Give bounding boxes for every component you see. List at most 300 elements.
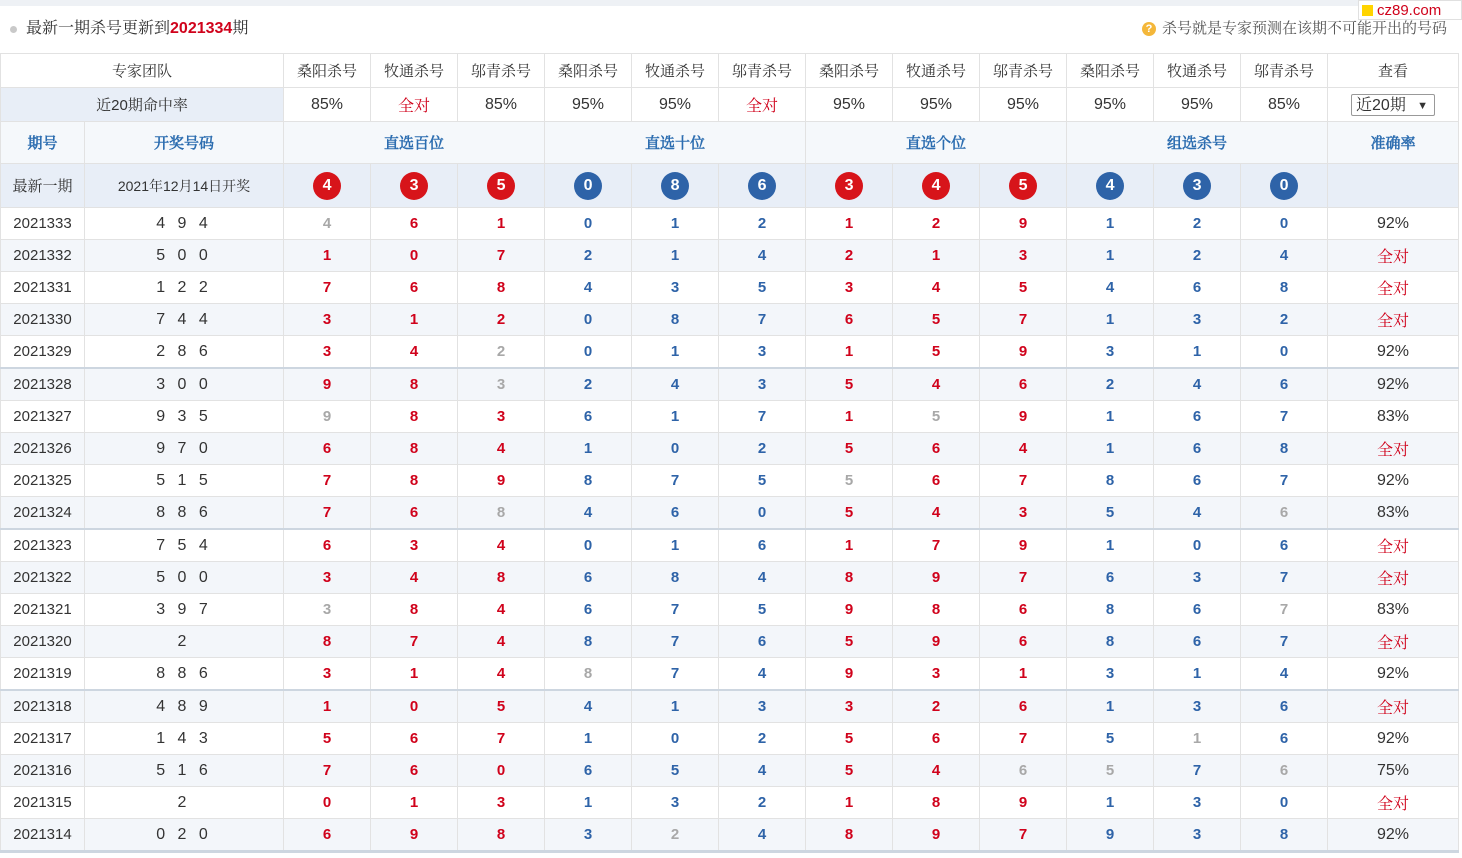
kill-number-cell: 1 <box>371 304 458 336</box>
draw-number-cell: 5 0 0 <box>85 562 284 594</box>
kill-ball: 3 <box>400 172 428 200</box>
expert-name: 邬青杀号 <box>458 54 545 88</box>
expert-name: 桑阳杀号 <box>806 54 893 88</box>
period-cell: 2021327 <box>1 401 85 433</box>
latest-issue-row <box>1 164 1459 208</box>
draw-number-cell: 4 9 4 <box>85 208 284 240</box>
kill-number-cell: 6 <box>719 529 806 562</box>
kill-number-cell: 4 <box>719 562 806 594</box>
kill-number-cell: 5 <box>806 368 893 401</box>
kill-number-cell: 6 <box>284 819 371 852</box>
kill-number-cell: 9 <box>893 626 980 658</box>
accuracy-cell: 75% <box>1328 755 1459 787</box>
kill-number-cell: 0 <box>545 208 632 240</box>
kill-number-cell: 4 <box>458 658 545 691</box>
kill-number-cell: 9 <box>893 562 980 594</box>
period-cell: 2021333 <box>1 208 85 240</box>
kill-number-cell: 9 <box>893 819 980 852</box>
kill-number-cell: 7 <box>980 304 1067 336</box>
kill-number-cell: 3 <box>1154 819 1241 852</box>
kill-number-cell: 8 <box>1067 465 1154 497</box>
period-cell: 2021326 <box>1 433 85 465</box>
expert-name: 牧通杀号 <box>371 54 458 88</box>
draw-number-cell: 2 <box>85 626 284 658</box>
kill-number-cell: 7 <box>371 626 458 658</box>
kill-ball: 5 <box>1009 172 1037 200</box>
kill-number-cell: 8 <box>371 594 458 626</box>
kill-number-cell: 1 <box>284 240 371 272</box>
kill-number-cell: 3 <box>1154 304 1241 336</box>
kill-ball: 0 <box>574 172 602 200</box>
hit-rate-cell: 95% <box>632 88 719 122</box>
kill-number-cell: 4 <box>284 208 371 240</box>
kill-number-cell: 8 <box>893 787 980 819</box>
kill-number-cell: 1 <box>632 401 719 433</box>
period-range-cell <box>1328 88 1459 122</box>
group-header: 组选杀号 <box>1067 122 1328 164</box>
table-row <box>1 465 1459 497</box>
accuracy-cell: 全对 <box>1328 562 1459 594</box>
kill-number-cell: 4 <box>1241 658 1328 691</box>
kill-number-cell: 4 <box>980 433 1067 465</box>
kill-number-cell: 8 <box>371 368 458 401</box>
kill-number-cell: 7 <box>632 626 719 658</box>
kill-number-cell: 5 <box>893 304 980 336</box>
kill-number-cell: 5 <box>806 465 893 497</box>
kill-number-cell: 9 <box>371 819 458 852</box>
period-header: 期号 <box>1 122 85 164</box>
kill-number-cell: 8 <box>545 658 632 691</box>
kill-number-cell: 1 <box>1154 723 1241 755</box>
kill-number-cell: 6 <box>1241 368 1328 401</box>
kill-number-cell: 5 <box>632 755 719 787</box>
hit-rate-label: 近20期命中率 <box>1 88 284 122</box>
kill-number-cell: 7 <box>458 723 545 755</box>
kill-ball: 3 <box>835 172 863 200</box>
kill-number-cell: 1 <box>632 690 719 723</box>
accuracy-cell: 全对 <box>1328 304 1459 336</box>
kill-number-cell: 4 <box>632 368 719 401</box>
kill-number-cell: 5 <box>1067 723 1154 755</box>
kill-number-cell: 5 <box>719 272 806 304</box>
kill-number-cell: 1 <box>1067 304 1154 336</box>
kill-number-cell: 4 <box>1241 240 1328 272</box>
accuracy-cell: 全对 <box>1328 529 1459 562</box>
kill-number-cell: 3 <box>284 304 371 336</box>
hit-rate-cell: 95% <box>545 88 632 122</box>
kill-number-cell: 4 <box>545 272 632 304</box>
kill-number-cell: 7 <box>1241 594 1328 626</box>
kill-number-cell: 3 <box>284 594 371 626</box>
kill-number-cell: 7 <box>632 658 719 691</box>
kill-number-cell: 1 <box>632 336 719 369</box>
kill-number-cell: 4 <box>458 433 545 465</box>
kill-number-cell: 4 <box>893 497 980 530</box>
kill-number-cell: 7 <box>1154 755 1241 787</box>
kill-number-cell: 9 <box>284 401 371 433</box>
kill-number-cell: 8 <box>1241 272 1328 304</box>
hit-rate-cell: 95% <box>1154 88 1241 122</box>
group-header: 直选十位 <box>545 122 806 164</box>
accuracy-cell: 92% <box>1328 368 1459 401</box>
kill-number-cell: 4 <box>371 562 458 594</box>
period-cell: 2021325 <box>1 465 85 497</box>
kill-number-cell: 3 <box>284 658 371 691</box>
kill-number-cell: 1 <box>980 658 1067 691</box>
kill-number-cell: 7 <box>1241 626 1328 658</box>
kill-number-cell: 5 <box>806 755 893 787</box>
kill-number-cell: 1 <box>1067 690 1154 723</box>
kill-number-cell: 4 <box>545 497 632 530</box>
draw-number-cell: 2 <box>85 787 284 819</box>
draw-number-cell: 5 0 0 <box>85 240 284 272</box>
period-cell: 2021332 <box>1 240 85 272</box>
kill-number-cell: 9 <box>980 336 1067 369</box>
notice-suffix: 期 <box>232 20 249 37</box>
kill-number-cell: 6 <box>284 433 371 465</box>
kill-number-cell: 1 <box>1154 336 1241 369</box>
kill-number-cell: 5 <box>806 497 893 530</box>
kill-number-cell: 1 <box>893 240 980 272</box>
kill-number-cell: 8 <box>806 819 893 852</box>
help-text: 杀号就是专家预测在该期不可能开出的号码 <box>1162 20 1448 37</box>
kill-number-cell: 8 <box>545 626 632 658</box>
kill-ball: 6 <box>748 172 776 200</box>
kill-number-cell: 5 <box>893 401 980 433</box>
kill-number-cell: 7 <box>719 401 806 433</box>
expert-name: 牧通杀号 <box>632 54 719 88</box>
table-row <box>1 529 1459 562</box>
kill-number-cell: 6 <box>371 497 458 530</box>
kill-number-cell: 7 <box>980 819 1067 852</box>
kill-number-cell: 2 <box>719 787 806 819</box>
kill-number-cell: 7 <box>980 723 1067 755</box>
kill-number-cell: 2 <box>458 336 545 369</box>
kill-number-cell: 3 <box>458 368 545 401</box>
kill-number-cell: 8 <box>458 497 545 530</box>
kill-number-cell: 7 <box>284 497 371 530</box>
kill-number-cell: 6 <box>980 690 1067 723</box>
kill-number-cell: 1 <box>806 208 893 240</box>
kill-number-cell: 2 <box>1154 240 1241 272</box>
kill-number-cell: 1 <box>371 658 458 691</box>
draw-number-cell: 7 5 4 <box>85 529 284 562</box>
expert-name: 邬青杀号 <box>719 54 806 88</box>
kill-number-cell: 0 <box>1241 336 1328 369</box>
kill-number-cell: 7 <box>980 562 1067 594</box>
kill-number-cell: 3 <box>1154 562 1241 594</box>
kill-number-cell: 8 <box>371 433 458 465</box>
kill-number-cell: 1 <box>1067 529 1154 562</box>
kill-number-cell: 1 <box>371 787 458 819</box>
kill-number-cell: 6 <box>1154 626 1241 658</box>
kill-number-cell: 3 <box>632 787 719 819</box>
kill-ball: 4 <box>922 172 950 200</box>
kill-number-cell: 3 <box>284 336 371 369</box>
kill-number-cell: 4 <box>1067 272 1154 304</box>
kill-number-cell: 7 <box>980 465 1067 497</box>
table-row <box>1 433 1459 465</box>
draw-number-cell: 3 9 7 <box>85 594 284 626</box>
kill-number-cell: 0 <box>632 723 719 755</box>
kill-number-cell: 1 <box>806 336 893 369</box>
kill-number-cell: 3 <box>719 336 806 369</box>
period-range-select[interactable] <box>1351 94 1435 116</box>
expert-name: 邬青杀号 <box>1241 54 1328 88</box>
kill-number-cell: 2 <box>632 819 719 852</box>
kill-number-cell: 1 <box>545 723 632 755</box>
period-cell: 2021322 <box>1 562 85 594</box>
kill-number-cell: 6 <box>284 529 371 562</box>
table-row <box>1 690 1459 723</box>
period-range-value: 近20期 <box>1356 96 1406 114</box>
period-cell: 2021317 <box>1 723 85 755</box>
kill-number-cell: 6 <box>1067 562 1154 594</box>
period-cell: 2021323 <box>1 529 85 562</box>
watermark-square-icon <box>1362 5 1373 16</box>
kill-number-cell: 5 <box>806 626 893 658</box>
kill-number-cell: 9 <box>980 401 1067 433</box>
kill-number-cell: 5 <box>980 272 1067 304</box>
table-row <box>1 497 1459 530</box>
accuracy-cell: 全对 <box>1328 240 1459 272</box>
kill-number-cell: 9 <box>980 787 1067 819</box>
latest-issue-number: 2021334 <box>170 20 233 37</box>
watermark-text: cz89.com <box>1377 2 1442 19</box>
draw-number-cell: 8 8 6 <box>85 658 284 691</box>
kill-number-cell: 6 <box>980 626 1067 658</box>
period-cell: 2021315 <box>1 787 85 819</box>
kill-number-cell: 3 <box>371 529 458 562</box>
period-cell: 2021330 <box>1 304 85 336</box>
draw-number-cell: 2 8 6 <box>85 336 284 369</box>
kill-number-cell: 7 <box>284 272 371 304</box>
table-row <box>1 723 1459 755</box>
accuracy-header: 准确率 <box>1328 122 1459 164</box>
kill-number-cell: 1 <box>1067 240 1154 272</box>
accuracy-cell: 83% <box>1328 594 1459 626</box>
kill-ball: 4 <box>1096 172 1124 200</box>
draw-number-cell: 5 1 5 <box>85 465 284 497</box>
kill-number-cell: 7 <box>458 240 545 272</box>
kill-number-cell: 9 <box>458 465 545 497</box>
column-header-row <box>1 122 1459 164</box>
kill-number-cell: 1 <box>545 787 632 819</box>
kill-number-cell: 1 <box>632 529 719 562</box>
kill-number-cell: 4 <box>458 594 545 626</box>
table-row <box>1 401 1459 433</box>
kill-number-cell: 3 <box>1067 336 1154 369</box>
kill-ball: 5 <box>487 172 515 200</box>
kill-number-cell: 6 <box>1241 755 1328 787</box>
view-label: 查看 <box>1328 54 1459 88</box>
notice-prefix: 最新一期杀号更新到 <box>26 20 171 37</box>
kill-number-cell: 1 <box>806 401 893 433</box>
kill-number-cell: 6 <box>1154 401 1241 433</box>
kill-number-cell: 9 <box>1067 819 1154 852</box>
table-row <box>1 819 1459 852</box>
kill-number-cell: 5 <box>458 690 545 723</box>
kill-number-cell: 4 <box>371 336 458 369</box>
accuracy-cell: 全对 <box>1328 433 1459 465</box>
hit-rate-cell: 95% <box>806 88 893 122</box>
kill-number-cell: 5 <box>719 594 806 626</box>
kill-number-cell: 8 <box>458 562 545 594</box>
kill-number-cell: 7 <box>284 755 371 787</box>
kill-number-cell: 6 <box>1241 497 1328 530</box>
kill-number-cell: 2 <box>545 240 632 272</box>
kill-number-cell: 6 <box>893 723 980 755</box>
group-header: 直选个位 <box>806 122 1067 164</box>
kill-number-cell: 3 <box>980 497 1067 530</box>
kill-number-cell: 2 <box>1241 304 1328 336</box>
period-cell: 2021320 <box>1 626 85 658</box>
kill-number-cell: 8 <box>1067 626 1154 658</box>
kill-number-cell: 4 <box>719 240 806 272</box>
hit-rate-cell: 85% <box>458 88 545 122</box>
kill-number-cell: 5 <box>806 723 893 755</box>
kill-number-cell: 0 <box>284 787 371 819</box>
expert-name: 牧通杀号 <box>893 54 980 88</box>
kill-number-cell: 6 <box>719 626 806 658</box>
draw-number-cell: 0 2 0 <box>85 819 284 852</box>
hit-rate-cell: 85% <box>1241 88 1328 122</box>
latest-accuracy-empty <box>1328 164 1459 208</box>
kill-number-cell: 5 <box>1067 755 1154 787</box>
kill-number-cell: 8 <box>632 304 719 336</box>
kill-number-cell: 6 <box>371 755 458 787</box>
latest-date: 2021年12月14日开奖 <box>85 164 284 208</box>
site-watermark <box>1358 0 1462 20</box>
kill-number-cell: 3 <box>719 368 806 401</box>
period-cell: 2021324 <box>1 497 85 530</box>
kill-number-cell: 3 <box>545 819 632 852</box>
kill-number-cell: 3 <box>632 272 719 304</box>
kill-number-cell: 6 <box>1241 529 1328 562</box>
kill-number-cell: 6 <box>1154 272 1241 304</box>
kill-number-table <box>0 53 1459 853</box>
table-row <box>1 368 1459 401</box>
table-row <box>1 787 1459 819</box>
kill-number-cell: 8 <box>371 401 458 433</box>
kill-number-cell: 0 <box>458 755 545 787</box>
kill-number-cell: 8 <box>458 272 545 304</box>
kill-number-cell: 3 <box>458 787 545 819</box>
kill-number-cell: 2 <box>545 368 632 401</box>
period-cell: 2021314 <box>1 819 85 852</box>
kill-number-cell: 2 <box>719 208 806 240</box>
accuracy-cell: 全对 <box>1328 626 1459 658</box>
kill-number-cell: 7 <box>1241 401 1328 433</box>
accuracy-cell: 全对 <box>1328 787 1459 819</box>
draw-number-cell: 9 3 5 <box>85 401 284 433</box>
accuracy-cell: 92% <box>1328 819 1459 852</box>
period-cell: 2021331 <box>1 272 85 304</box>
table-row <box>1 240 1459 272</box>
kill-number-cell: 0 <box>1241 787 1328 819</box>
expert-team-row <box>1 54 1459 88</box>
kill-number-cell: 8 <box>1241 819 1328 852</box>
kill-number-cell: 6 <box>545 594 632 626</box>
kill-number-cell: 6 <box>632 497 719 530</box>
accuracy-cell: 83% <box>1328 497 1459 530</box>
draw-number-cell: 1 2 2 <box>85 272 284 304</box>
table-row <box>1 626 1459 658</box>
period-cell: 2021316 <box>1 755 85 787</box>
draw-number-cell: 3 0 0 <box>85 368 284 401</box>
kill-number-cell: 7 <box>284 465 371 497</box>
table-row <box>1 755 1459 787</box>
period-cell: 2021319 <box>1 658 85 691</box>
table-row <box>1 658 1459 691</box>
kill-number-cell: 4 <box>458 529 545 562</box>
draw-number-cell: 5 1 6 <box>85 755 284 787</box>
kill-number-cell: 4 <box>719 658 806 691</box>
hit-rate-cell: 全对 <box>719 88 806 122</box>
kill-number-cell: 2 <box>893 690 980 723</box>
kill-number-cell: 6 <box>1154 594 1241 626</box>
kill-number-cell: 1 <box>806 787 893 819</box>
draw-header: 开奖号码 <box>85 122 284 164</box>
dropdown-arrow-icon: ▼ <box>1417 99 1429 112</box>
table-row <box>1 272 1459 304</box>
bullet-dot-icon <box>10 26 17 33</box>
kill-number-cell: 2 <box>893 208 980 240</box>
kill-number-cell: 6 <box>980 368 1067 401</box>
kill-number-cell: 4 <box>1154 368 1241 401</box>
kill-number-cell: 8 <box>806 562 893 594</box>
kill-number-cell: 8 <box>1067 594 1154 626</box>
kill-number-cell: 8 <box>632 562 719 594</box>
expert-name: 邬青杀号 <box>980 54 1067 88</box>
expert-name: 牧通杀号 <box>1154 54 1241 88</box>
expert-name: 桑阳杀号 <box>284 54 371 88</box>
kill-number-cell: 2 <box>719 433 806 465</box>
kill-number-cell: 3 <box>980 240 1067 272</box>
kill-number-cell: 3 <box>719 690 806 723</box>
question-icon[interactable]: ? <box>1142 22 1156 36</box>
kill-number-cell: 7 <box>719 304 806 336</box>
latest-label: 最新一期 <box>1 164 85 208</box>
accuracy-cell: 92% <box>1328 465 1459 497</box>
kill-number-cell: 6 <box>371 208 458 240</box>
draw-number-cell: 7 4 4 <box>85 304 284 336</box>
kill-number-cell: 9 <box>980 529 1067 562</box>
kill-number-cell: 1 <box>806 529 893 562</box>
kill-number-cell: 7 <box>632 594 719 626</box>
kill-number-cell: 0 <box>371 690 458 723</box>
kill-number-cell: 1 <box>632 208 719 240</box>
kill-number-cell: 6 <box>1241 723 1328 755</box>
kill-number-cell: 9 <box>806 658 893 691</box>
kill-number-cell: 6 <box>371 272 458 304</box>
kill-number-cell: 8 <box>284 626 371 658</box>
kill-number-cell: 4 <box>893 368 980 401</box>
kill-number-cell: 0 <box>545 304 632 336</box>
accuracy-cell: 92% <box>1328 723 1459 755</box>
expert-name: 桑阳杀号 <box>545 54 632 88</box>
kill-number-cell: 1 <box>1154 658 1241 691</box>
kill-number-cell: 6 <box>371 723 458 755</box>
kill-number-cell: 8 <box>893 594 980 626</box>
hit-rate-cell: 95% <box>980 88 1067 122</box>
kill-number-cell: 7 <box>893 529 980 562</box>
kill-ball: 3 <box>1183 172 1211 200</box>
accuracy-cell: 83% <box>1328 401 1459 433</box>
kill-number-cell: 0 <box>1241 208 1328 240</box>
hit-rate-cell: 95% <box>1067 88 1154 122</box>
draw-number-cell: 4 8 9 <box>85 690 284 723</box>
